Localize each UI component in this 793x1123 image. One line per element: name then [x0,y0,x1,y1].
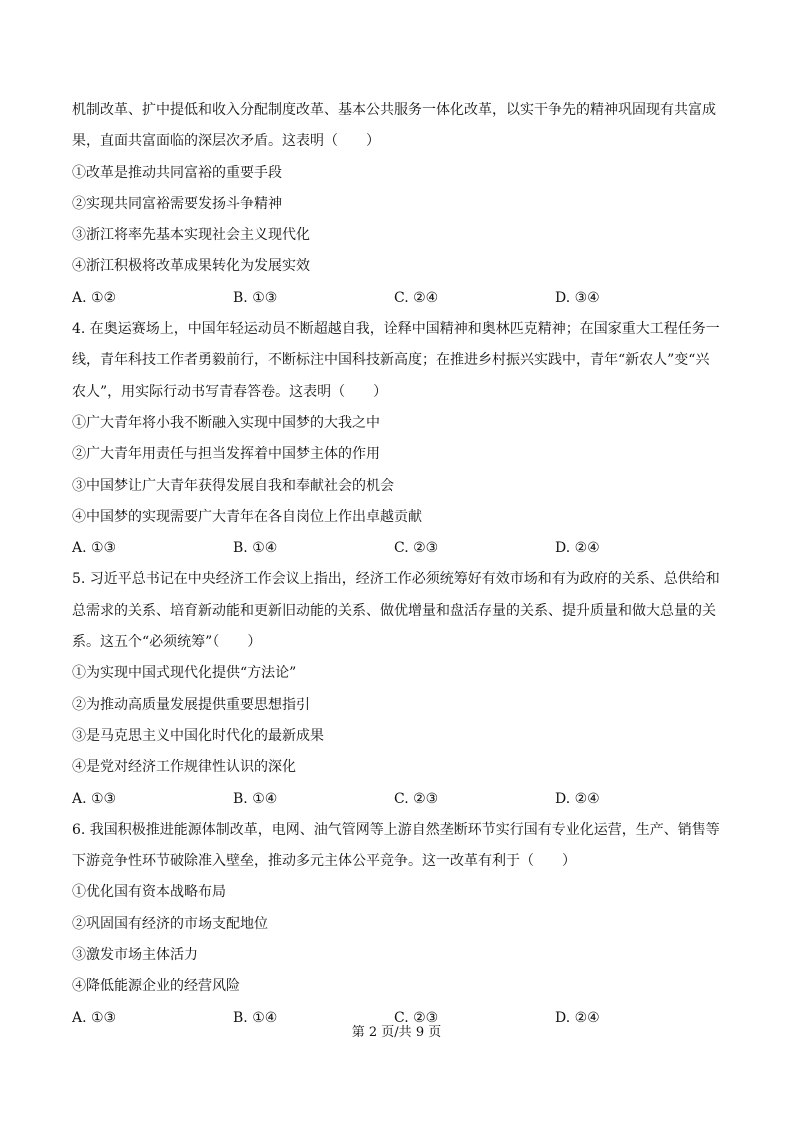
page-footer [0,1024,793,1042]
question-3 [72,95,724,314]
document-body [72,95,724,1034]
option-a: A. ①③ [72,1009,117,1026]
option-c: C. ②③ [394,540,439,557]
question-stem-line: 下游竞争性环节破除准入壁垒，推动多元主体公平竞争。这一改革有利于（ ） [72,853,576,870]
statement-item: ②巩固国有经济的市场支配地位 [72,915,268,932]
question-stem-line: 线，青年科技工作者勇毅前行，不断标注中国科技新高度；在推进乡村振兴实践中，青年“新农人”变“兴 [72,352,710,369]
option-d: D. ③④ [555,289,600,306]
question-stem-line: 总需求的关系、培育新动能和更新旧动能的关系、做优增量和盘活存量的关系、提升质量和做大总量的关 [72,602,716,619]
statement-item: ④降低能源企业的经营风险 [72,978,240,995]
question-4 [72,314,724,564]
statement-item: ④中国梦的实现需要广大青年在各自岗位上作出卓越贡献 [72,508,422,525]
statement-item: ③浙江将率先基本实现社会主义现代化 [72,227,310,244]
question-6 [72,815,724,1034]
statement-item: ③中国梦让广大青年获得发展自我和奉献社会的机会 [72,477,394,494]
answer-options [72,784,724,815]
statement-item: ②广大青年用责任与担当发挥着中国梦主体的作用 [72,446,380,463]
statement-item: ①改革是推动共同富裕的重要手段 [72,164,282,181]
question-stem-line: 4. 在奥运赛场上，中国年轻运动员不断超越自我，诠释中国精神和奥林匹克精神；在国家重大工程任务一 [72,321,720,338]
page-number: 第 2 页/共 9 页 [351,1025,442,1040]
option-c: C. ②③ [394,1009,439,1026]
option-d: D. ②④ [555,790,600,807]
option-a: A. ①② [72,289,117,306]
answer-options [72,533,724,564]
statement-item: ③是马克思主义中国化时代化的最新成果 [72,727,324,744]
question-stem-line: 农人”，用实际行动书写青春答卷。这表明（ ） [72,383,388,400]
option-d: D. ②④ [555,540,600,557]
option-b: B. ①④ [233,790,278,807]
statement-item: ④浙江积极将改革成果转化为发展实效 [72,258,310,275]
statement-item: ①为实现中国式现代化提供“方法论” [72,665,297,682]
option-c: C. ②④ [394,289,439,306]
option-c: C. ②③ [394,790,439,807]
option-b: B. ①③ [233,289,278,306]
question-5 [72,564,724,814]
question-stem-line: 果，直面共富面临的深层次矛盾。这表明（ ） [72,133,380,150]
statement-item: ①优化国有资本战略布局 [72,884,226,901]
option-d: D. ②④ [555,1009,600,1026]
answer-options [72,283,724,314]
option-b: B. ①④ [233,1009,278,1026]
question-stem-line: 系。这五个“必须统筹”（ ） [72,634,262,651]
question-stem-line: 6. 我国积极推进能源体制改革，电网、油气管网等上游自然垄断环节实行国有专业化运营，生产、销售等 [72,821,720,838]
statement-item: ③激发市场主体活力 [72,947,198,964]
option-a: A. ①③ [72,790,117,807]
statement-item: ④是党对经济工作规律性认识的深化 [72,759,296,776]
statement-item: ②为推动高质量发展提供重要思想指引 [72,696,310,713]
option-a: A. ①③ [72,540,117,557]
question-stem-line: 5. 习近平总书记在中央经济工作会议上指出，经济工作必须统筹好有效市场和有为政府的关系、总供给和 [72,571,720,588]
statement-item: ①广大青年将小我不断融入实现中国梦的大我之中 [72,414,380,431]
statement-item: ②实现共同富裕需要发扬斗争精神 [72,195,282,212]
option-b: B. ①④ [233,540,278,557]
question-stem-line: 机制改革、扩中提低和收入分配制度改革、基本公共服务一体化改革，以实干争先的精神巩固现有共富成 [72,102,716,118]
